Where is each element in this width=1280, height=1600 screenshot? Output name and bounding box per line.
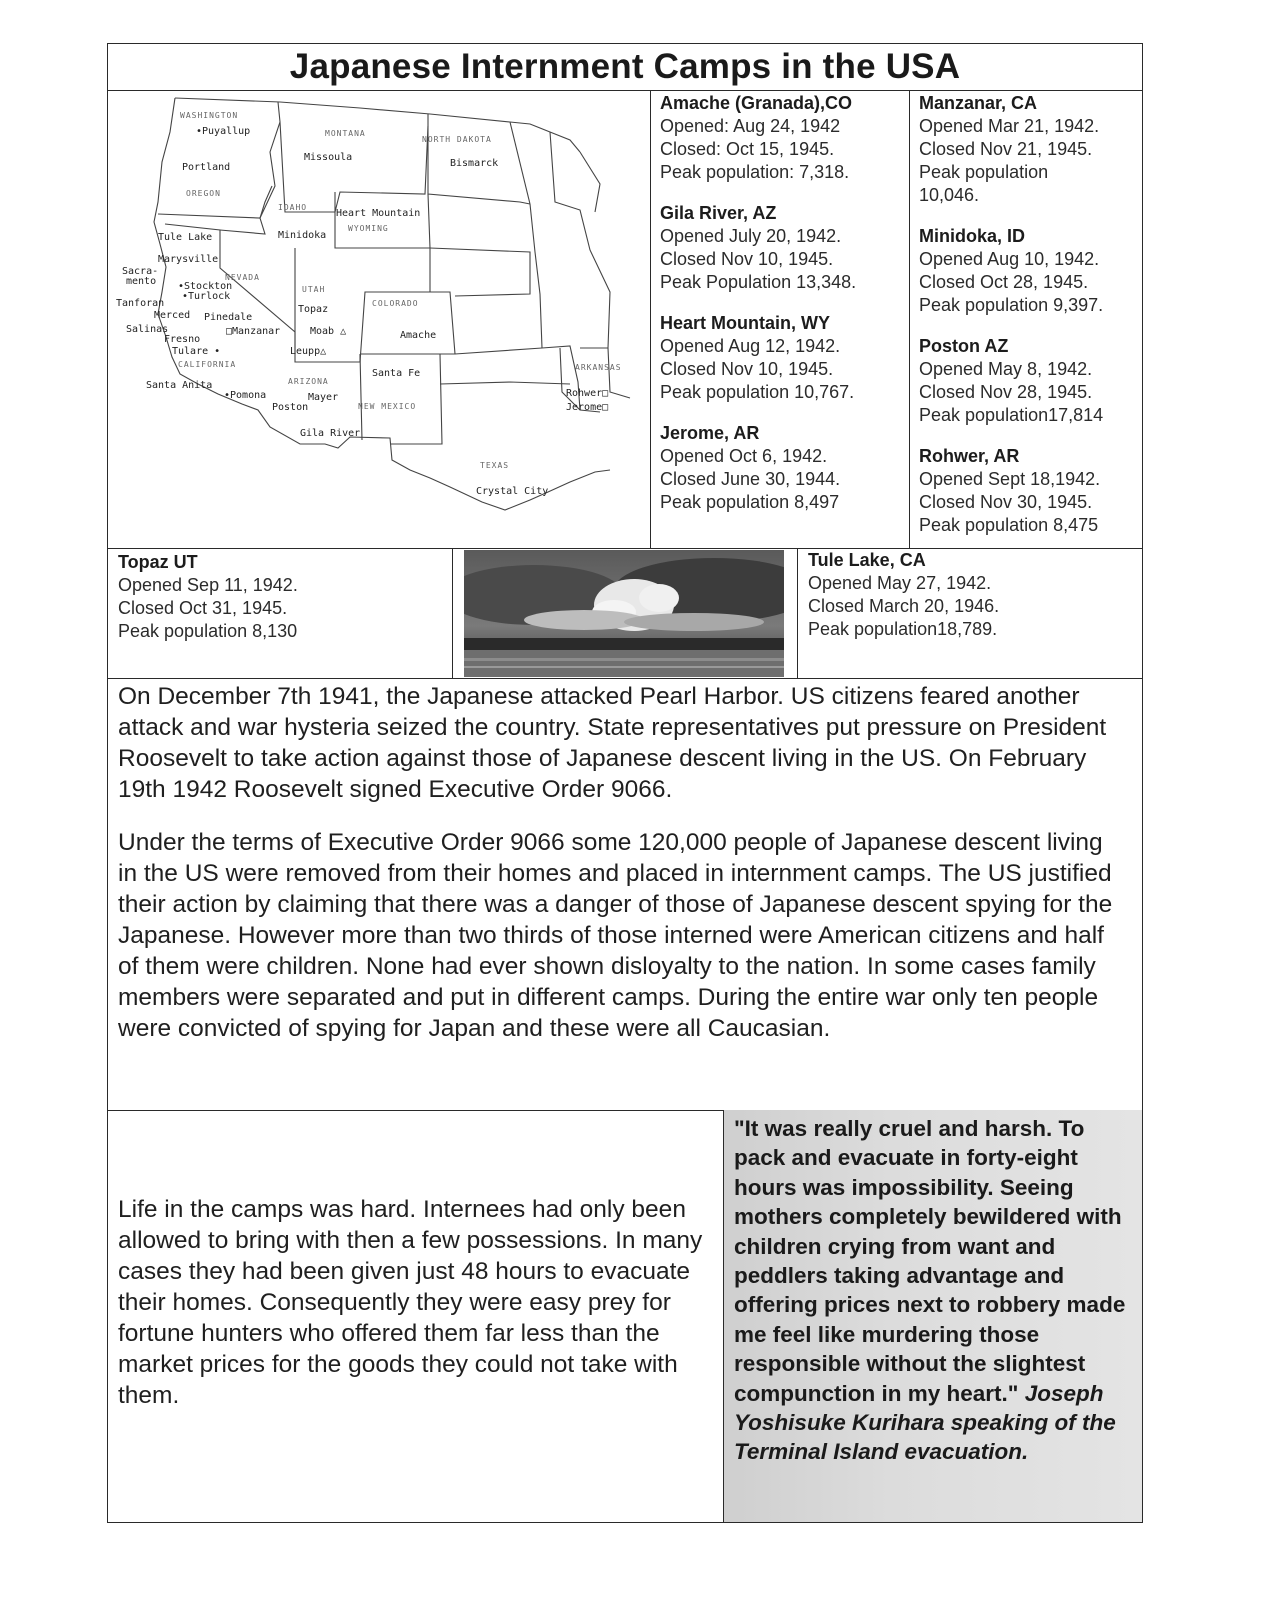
camp-entry bbox=[919, 445, 1103, 537]
place-sacramento-2: mento bbox=[126, 276, 157, 287]
place-salinas: Salinas bbox=[126, 324, 169, 335]
us-map bbox=[110, 92, 648, 544]
map-drawing bbox=[110, 92, 648, 544]
camp-name: Tule Lake, CA bbox=[808, 550, 926, 570]
camp-detail: Opened Sept 18,1942. bbox=[919, 469, 1101, 489]
camps-column-1 bbox=[660, 92, 856, 514]
map-divider bbox=[650, 90, 651, 548]
camp-detail: Peak population 9,397. bbox=[919, 295, 1104, 315]
place-tule-lake: Tule Lake bbox=[158, 232, 213, 243]
camp-name: Gila River, AZ bbox=[660, 203, 777, 223]
label-washington: WASHINGTON bbox=[180, 111, 239, 120]
camp-detail: Peak population bbox=[919, 162, 1049, 182]
camp-entry bbox=[660, 312, 856, 404]
place-rohwer: Rohwer□ bbox=[566, 388, 609, 399]
tule-divider bbox=[797, 548, 798, 678]
camp-closed: Closed March 20, 1946. bbox=[808, 596, 1000, 616]
label-idaho: IDAHO bbox=[278, 203, 308, 212]
label-texas: TEXAS bbox=[480, 461, 510, 470]
camp-opened: Opened May 27, 1942. bbox=[808, 573, 992, 593]
label-nevada: NEVADA bbox=[225, 273, 260, 282]
camp-detail: Opened May 8, 1942. bbox=[919, 359, 1093, 379]
camp-detail: Opened Oct 6, 1942. bbox=[660, 446, 828, 466]
camp-detail: Opened July 20, 1942. bbox=[660, 226, 842, 246]
camp-list-1 bbox=[660, 92, 856, 514]
camp-name: Topaz UT bbox=[118, 552, 198, 572]
place-tanforan: Tanforan bbox=[116, 298, 165, 309]
camp-closed: Closed Oct 31, 1945. bbox=[118, 598, 288, 618]
camp-opened: Opened Sep 11, 1942. bbox=[118, 575, 298, 595]
camp-name: Jerome, AR bbox=[660, 423, 760, 443]
camp-tule-lake bbox=[808, 549, 999, 641]
label-utah: UTAH bbox=[302, 285, 326, 294]
camp-list-2 bbox=[919, 92, 1103, 537]
place-santa-anita: Santa Anita bbox=[146, 380, 213, 391]
place-topaz: Topaz bbox=[298, 304, 329, 315]
place-pinedale: Pinedale bbox=[204, 312, 253, 323]
place-stockton: •Stockton bbox=[178, 281, 233, 292]
pearl-harbor-photo bbox=[464, 550, 784, 677]
camp-detail: Peak population17,814 bbox=[919, 405, 1104, 425]
label-oregon: OREGON bbox=[186, 189, 221, 198]
camp-detail: Opened Mar 21, 1942. bbox=[919, 116, 1100, 136]
camp-name: Rohwer, AR bbox=[919, 446, 1020, 466]
place-manzanar: □Manzanar bbox=[226, 326, 281, 337]
camp-detail: Closed Nov 10, 1945. bbox=[660, 249, 834, 269]
place-bismarck: Bismarck bbox=[450, 158, 499, 169]
camp-name: Poston AZ bbox=[919, 336, 1009, 356]
place-tulare: Tulare • bbox=[172, 346, 221, 357]
place-poston: Poston bbox=[272, 402, 309, 413]
label-california: CALIFORNIA bbox=[178, 360, 237, 369]
quote-block bbox=[734, 1114, 1138, 1467]
place-pomona: •Pomona bbox=[224, 390, 267, 401]
place-sacramento-1: Sacra- bbox=[122, 266, 159, 277]
place-minidoka: Minidoka bbox=[278, 230, 327, 241]
camp-detail: Peak population: 7,318. bbox=[660, 162, 850, 182]
place-jerome: Jerome□ bbox=[566, 402, 609, 413]
label-arizona: ARIZONA bbox=[288, 377, 329, 386]
place-marysville: Marysville bbox=[158, 254, 219, 265]
camp-peak: Peak population 8,130 bbox=[118, 621, 298, 641]
label-new-mexico: NEW MEXICO bbox=[358, 402, 417, 411]
life-text: Life in the camps was hard. Internees had only been allowed to bring with then a few possessions. In many cases they had been given just 48 hours to evacuate their homes. Consequently they were easy prey for fortune hunters who offered them far less than the market prices for the goods they could not take with them. bbox=[118, 1196, 703, 1409]
camp-entry bbox=[660, 92, 856, 184]
place-santa-fe: Santa Fe bbox=[372, 368, 421, 379]
camp-entry bbox=[660, 422, 856, 514]
camp-name: Heart Mountain, WY bbox=[660, 313, 830, 333]
camp-detail: Closed Nov 10, 1945. bbox=[660, 359, 834, 379]
camp-detail: Peak population 10,767. bbox=[660, 382, 855, 402]
camp-detail: 10,046. bbox=[919, 185, 980, 205]
label-arkansas: ARKANSAS bbox=[575, 363, 622, 372]
place-puyallup: •Puyallup bbox=[196, 126, 251, 137]
camp-detail: Peak population 8,497 bbox=[660, 492, 840, 512]
camp-detail: Peak Population 13,348. bbox=[660, 272, 857, 292]
label-wyoming: WYOMING bbox=[348, 224, 389, 233]
paragraph-pearl-harbor: On December 7th 1941, the Japanese attacked Pearl Harbor. US citizens feared another attack and war hysteria seized the country. State representatives put pressure on President Roosevelt to take action against those of Japanese descent living in the US. On February 19th 1942 Roosevelt signed Executive Order 9066. bbox=[118, 683, 1107, 803]
camp-detail: Opened Aug 12, 1942. bbox=[660, 336, 841, 356]
place-mayer: Mayer bbox=[308, 392, 339, 403]
camp-entry bbox=[919, 225, 1103, 317]
camp-entry bbox=[660, 202, 856, 294]
paragraph-executive-order: Under the terms of Executive Order 9066 some 120,000 people of Japanese descent living in the US were removed from their homes and placed in internment camps. The US justified their action by claiming that there was a danger of those of Japanese descent spying for the Japanese. However more than two thirds of those interned were American citizens and half of them were children. None had ever shown disloyalty to the nation. In some cases family members were separated and put in different camps. During the entire war only ten people were convicted of spying for Japan and these were all Caucasian. bbox=[118, 829, 1113, 1042]
place-portland: Portland bbox=[182, 162, 231, 173]
middle-section-rule bbox=[108, 678, 1142, 679]
place-merced: Merced bbox=[154, 310, 191, 321]
camp-detail: Opened: Aug 24, 1942 bbox=[660, 116, 841, 136]
camp-detail: Closed Nov 21, 1945. bbox=[919, 139, 1093, 159]
camp-detail: Closed June 30, 1944. bbox=[660, 469, 841, 489]
camp-peak: Peak population18,789. bbox=[808, 619, 998, 639]
label-north-dakota: NORTH DAKOTA bbox=[422, 135, 492, 144]
topaz-divider bbox=[452, 548, 453, 678]
place-amache: Amache bbox=[400, 330, 437, 341]
camp-detail: Closed Nov 30, 1945. bbox=[919, 492, 1093, 512]
camp-entry bbox=[919, 335, 1103, 427]
camp-detail: Closed: Oct 15, 1945. bbox=[660, 139, 835, 159]
camp-name: Amache (Granada),CO bbox=[660, 93, 853, 113]
camp-topaz bbox=[118, 551, 298, 643]
place-missoula: Missoula bbox=[304, 152, 353, 163]
camp-name: Minidoka, ID bbox=[919, 226, 1026, 246]
map-north-border bbox=[175, 98, 580, 152]
place-leupp: Leupp△ bbox=[290, 346, 327, 357]
camp-detail: Peak population 8,475 bbox=[919, 515, 1099, 535]
label-colorado: COLORADO bbox=[372, 299, 419, 308]
place-moab: Moab △ bbox=[310, 326, 347, 337]
camp-entry bbox=[919, 92, 1103, 207]
title-rule bbox=[108, 90, 1142, 91]
camps-column-2 bbox=[919, 92, 1103, 537]
camp-detail: Closed Nov 28, 1945. bbox=[919, 382, 1093, 402]
camp-detail: Closed Oct 28, 1945. bbox=[919, 272, 1089, 292]
place-turlock: •Turlock bbox=[182, 291, 231, 302]
quote-text: "It was really cruel and harsh. To pack and evacuate in forty-eight hours was impossibility. Seeing mothers completely bewildered with children crying from want and peddlers taking advantage and offering prices next to robbery made me feel like murdering those responsible without the slightest compunction in my heart." bbox=[734, 1116, 1126, 1406]
camp-detail: Opened Aug 10, 1942. bbox=[919, 249, 1100, 269]
quote-attribution: Joseph Yoshisuke Kurihara speaking of the Terminal Island evacuation. bbox=[734, 1380, 1116, 1465]
camp-column-divider bbox=[909, 90, 910, 548]
camp-name: Manzanar, CA bbox=[919, 93, 1038, 113]
history-text bbox=[118, 681, 1128, 1044]
place-fresno: Fresno bbox=[164, 334, 201, 345]
place-crystal-city: Crystal City bbox=[476, 486, 549, 497]
label-montana: MONTANA bbox=[325, 129, 366, 138]
place-gila-river: Gila River bbox=[300, 428, 361, 439]
place-heart-mountain: Heart Mountain bbox=[336, 208, 421, 219]
photo-drawing bbox=[464, 550, 784, 677]
page-title: Japanese Internment Camps in the USA bbox=[289, 47, 961, 86]
